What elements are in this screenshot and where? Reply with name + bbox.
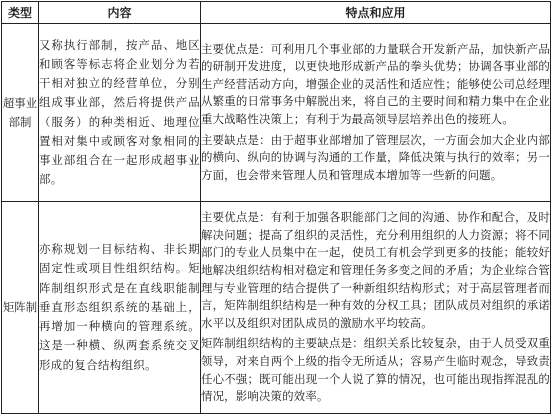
row-type: 超事业部制 xyxy=(2,24,39,202)
table-row xyxy=(2,24,551,202)
header-row xyxy=(2,2,551,24)
row-features xyxy=(201,202,551,414)
header-features: 特点和应用 xyxy=(201,2,551,24)
advantages-text: 主要优点是：有利于加强各职能部门之间的沟通、协作和配合，及时解决问题；提高了组织的灵活性，充分利用组织的人力资源；将不同部门的专业人员集中在一起，使员工有机会学到更多的技能；能较好地解决组织结构相对稳定和管理任务多变之间的矛盾；为企业综合管理与专业管理的结合提供了一种新组织结构形式；对于高层管理者而言，矩阵制组织结构是一种有效的分权工具；团队成员对组织的承诺水平以及组织对团队成员的激励水平均较高。 xyxy=(201,210,550,330)
header-content: 内容 xyxy=(39,2,201,24)
row-content: 又称执行部制，按产品、地区和顾客等标志将企业划分为若干相对独立的经营单位，分别组成事业部，然后将提供产品（服务）的种类相近、地理位置相对集中或顾客对象相同的事业部组合在一起形成超事业部。 xyxy=(39,24,201,202)
advantages-text: 主要优点是：可利用几个事业部的力量联合开发新产品，加快新产品的研制开发进度，以更快地形成新产品的拳头优势；协调各事业部的生产经营活动方向，增强企业的灵活性和适应性；能够使公司总经理从繁重的日常事务中解脱出来，将自己的主要时间和精力集中在企业重大战略性决策上；有利于为最高领导层培养出色的接班人。 xyxy=(201,41,550,126)
disadvantages-text: 主要缺点是：由于超事业部增加了管理层次，一方面会加大企业内部的横向、纵向的协调与沟通的工作量，降低决策与执行的效率；另一方面，也会带来管理人员和管理成本增加等一些新的问题。 xyxy=(201,132,550,182)
row-features xyxy=(201,24,551,202)
disadvantages-text: 矩阵制组织结构的主要缺点是：组织关系比较复杂，由于人员受双重领导，对来自两个上级的指令无所适从；容易产生临时观念，导致责任心不强；既可能出现一个人说了算的情况，也可能出现指挥混乱的情况，影响决策的效率。 xyxy=(201,336,550,404)
table-row xyxy=(2,202,551,414)
header-type: 类型 xyxy=(2,2,39,24)
comparison-table xyxy=(1,1,551,414)
row-type: 矩阵制 xyxy=(2,202,39,414)
row-content: 亦称规划一目标结构、非长期固定性或项目性组织结构。矩阵制组织形式是在直线职能制垂直形态组织系统的基础上，再增加一种横向的管理系统。这是一种横、纵两套系统交叉形成的复合结构组织。 xyxy=(39,202,201,414)
